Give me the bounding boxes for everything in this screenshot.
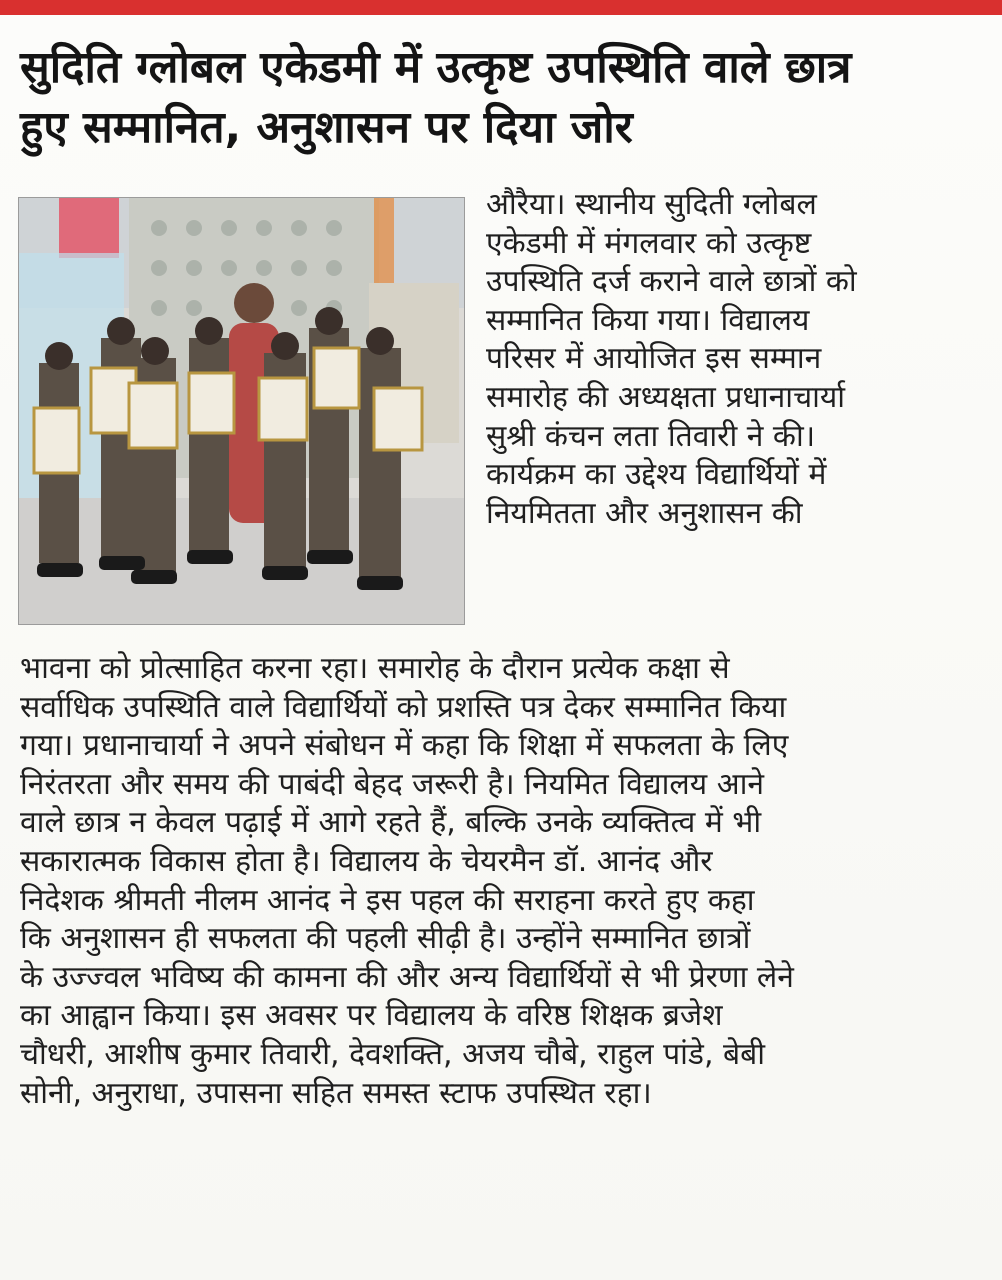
article-line: परिसर में आयोजित इस सम्मान <box>486 341 822 377</box>
news-photo <box>18 197 465 625</box>
article-line: भावना को प्रोत्साहित करना रहा। समारोह के दौरान प्रत्येक कक्षा से <box>20 651 730 686</box>
headline-line-2: हुए सम्मानित, अनुशासन पर दिया जोर <box>20 102 633 153</box>
article-line: के उज्ज्वल भविष्य की कामना की और अन्य विद्यार्थियों से भी प्रेरणा लेने <box>20 959 794 995</box>
article-column-bottom <box>20 650 985 1113</box>
headline-line-1: सुदिति ग्लोबल एकेडमी में उत्कृष्ट उपस्थिति वाले छात्र <box>20 42 852 93</box>
article-line: सकारात्मक विकास होता है। विद्यालय के चेयरमैन डॉ. आनंद और <box>20 843 713 879</box>
article-line: समारोह की अध्यक्षता प्रधानाचार्या <box>486 379 846 415</box>
article-column-top <box>486 186 986 533</box>
article-line: सोनी, अनुराधा, उपासना सहित समस्त स्टाफ उपस्थित रहा। <box>20 1075 652 1111</box>
article-line: कार्यक्रम का उद्देश्य विद्यार्थियों में <box>486 457 827 493</box>
article-line: चौधरी, आशीष कुमार तिवारी, देवशक्ति, अजय चौबे, राहुल पांडे, बेबी <box>20 1036 766 1072</box>
article-line: निरंतरता और समय की पाबंदी बेहद जरूरी है। नियमित विद्यालय आने <box>20 766 765 802</box>
article-line: नियमितता और अनुशासन की <box>486 495 803 531</box>
article-line: गया। प्रधानाचार्या ने अपने संबोधन में कहा कि शिक्षा में सफलता के लिए <box>20 728 789 764</box>
article-line: सुश्री कंचन लता तिवारी ने की। <box>486 418 816 454</box>
article-line: कि अनुशासन ही सफलता की पहली सीढ़ी है। उन्होंने सम्मानित छात्रों <box>20 921 751 957</box>
students-award-photo <box>19 198 464 624</box>
article-line: वाले छात्र न केवल पढ़ाई में आगे रहते हैं, बल्कि उनके व्यक्तित्व में भी <box>20 805 762 841</box>
article-line: सर्वाधिक उपस्थिति वाले विद्यार्थियों को प्रशस्ति पत्र देकर सम्मानित किया <box>20 689 787 725</box>
article-line: का आह्वान किया। इस अवसर पर विद्यालय के वरिष्ठ शिक्षक ब्रजेश <box>20 998 723 1034</box>
article-line: निदेशक श्रीमती नीलम आनंद ने इस पहल की सराहना करते हुए कहा <box>20 882 755 918</box>
top-red-band <box>0 0 1002 15</box>
article-line: सम्मानित किया गया। विद्यालय <box>486 302 810 338</box>
article-line: औरैया। स्थानीय सुदिती ग्लोबल <box>486 187 817 222</box>
article-line: एकेडमी में मंगलवार को उत्कृष्ट <box>486 225 812 261</box>
article-line: उपस्थिति दर्ज कराने वाले छात्रों को <box>486 264 857 300</box>
headline <box>20 38 985 158</box>
